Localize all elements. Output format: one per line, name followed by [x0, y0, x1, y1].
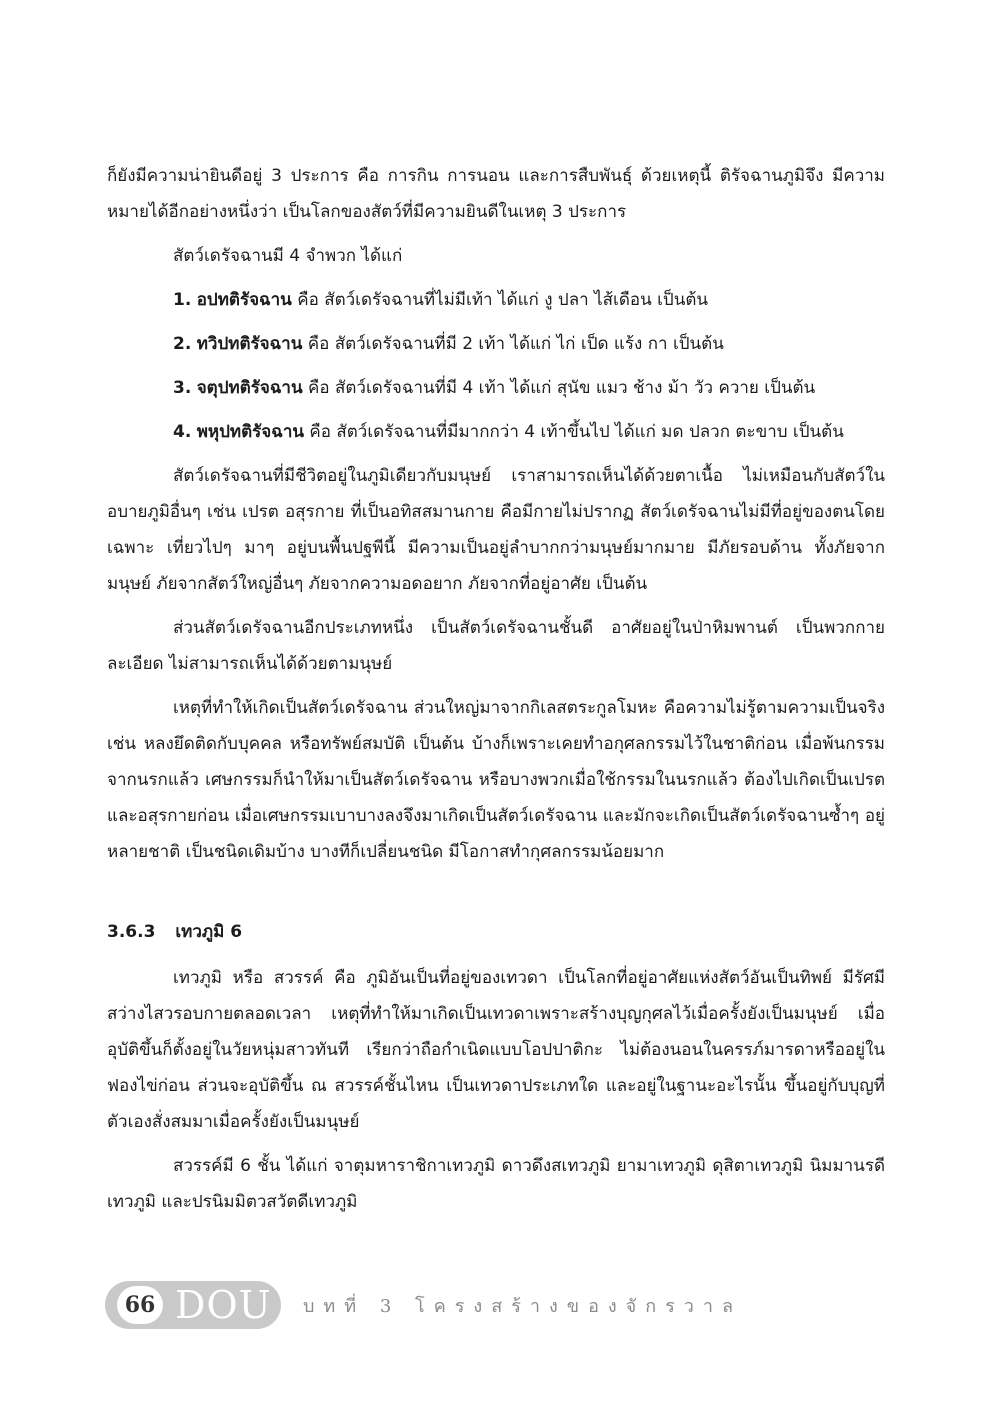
list-item-number: 4. [173, 422, 192, 442]
paragraph: สวรรค์มี 6 ชั้น ได้แก่ จาตุมหาราชิกาเทวภูมิ ดาวดึงสเทวภูมิ ยามาเทวภูมิ ดุสิตาเทวภูมิ นิมมานรดีเทวภูมิ และปรนิมมิตวสวัตดีเทวภูมิ [107, 1156, 885, 1212]
paragraph: สัตว์เดรัจฉานที่มีชีวิตอยู่ในภูมิเดียวกับมนุษย์ เราสามารถเห็นได้ด้วยตาเนื้อ ไม่เหมือนกับสัตว์ในอบายภูมิอื่นๆ เช่น เปรต อสุรกาย ที่เป็นอทิสสมานกาย คือมีกายไม่ปรากฏ สัตว์เดรัจฉานไม่มีที่อยู่ของตนโดยเฉพาะ เที่ยวไปๆ มาๆ อยู่บนพื้นปฐพีนี้ มีความเป็นอยู่ลำบากกว่ามนุษย์มากมาย มีภัยรอบด้าน ทั้งภัยจากมนุษย์ ภัยจากสัตว์ใหญ่อื่นๆ ภัยจากความอดอยาก ภัยจากที่อยู่อาศัย เป็นต้น [107, 466, 885, 594]
brand-logo: DOU [175, 1283, 272, 1327]
list-item-number: 3. [173, 378, 192, 398]
list-item-term: อปทติรัจฉาน [196, 290, 292, 310]
list-item-term: พหุปทติรัจฉาน [196, 422, 304, 442]
list-item [107, 282, 885, 318]
chapter-title: บทที่ 3 โครงสร้างของจักรวาล [303, 1295, 743, 1317]
page-footer [105, 1280, 742, 1330]
paragraph: เทวภูมิ หรือ สวรรค์ คือ ภูมิอันเป็นที่อยู่ของเทวดา เป็นโลกที่อยู่อาศัยแห่งสัตว์อันเป็นทิพย์ มีรัศมีสว่างไสวรอบกายตลอดเวลา เหตุที่ทำให้มาเกิดเป็นเทวดาเพราะสร้างบุญกุศลไว้เมื่อครั้งยังเป็นมนุษย์ เมื่ออุบัติขึ้นก็ตั้งอยู่ในวัยหนุ่มสาวทันที เรียกว่าถือกำเนิดแบบโอปปาติกะ ไม่ต้องนอนในครรภ์มารดาหรืออยู่ในฟองไข่ก่อน ส่วนจะอุบัติขึ้น ณ สวรรค์ชั้นไหน เป็นเทวดาประเภทใด และอยู่ในฐานะอะไรนั้น ขึ้นอยู่กับบุญที่ตัวเองสั่งสมมาเมื่อครั้งยังเป็นมนุษย์ [107, 968, 885, 1132]
paragraph: ก็ยังมีความน่ายินดีอยู่ 3 ประการ คือ การกิน การนอน และการสืบพันธุ์ ด้วยเหตุนี้ ติรัจฉานภูมิจึง มีความหมายได้อีกอย่างหนึ่งว่า เป็นโลกของสัตว์ที่มีความยินดีในเหตุ 3 ประการ [107, 166, 885, 222]
paragraph: ส่วนสัตว์เดรัจฉานอีกประเภทหนึ่ง เป็นสัตว์เดรัจฉานชั้นดี อาศัยอยู่ในป่าหิมพานต์ เป็นพวกกายละเอียด ไม่สามารถเห็นได้ด้วยตามนุษย์ [107, 618, 885, 674]
list-item [107, 326, 885, 362]
list-item-term: จตุปทติรัจฉาน [196, 378, 303, 398]
list-item-number: 1. [173, 290, 192, 310]
list-item-desc: คือ สัตว์เดรัจฉานที่มีมากกว่า 4 เท้าขึ้นไป ได้แก่ มด ปลวก ตะขาบ เป็นต้น [309, 422, 844, 442]
page-number: 66 [117, 1286, 163, 1324]
section-heading [107, 914, 885, 950]
list-item [107, 370, 885, 406]
paragraph: สัตว์เดรัจฉานมี 4 จำพวก ได้แก่ [173, 246, 403, 266]
list-item-desc: คือ สัตว์เดรัจฉานที่มี 2 เท้า ได้แก่ ไก่ เป็ด แร้ง กา เป็นต้น [307, 334, 724, 354]
footer-badge [105, 1281, 281, 1329]
page-content [107, 158, 885, 1220]
section-number: 3.6.3 [107, 922, 156, 942]
list-item-term: ทวิปทติรัจฉาน [196, 334, 303, 354]
paragraph: เหตุที่ทำให้เกิดเป็นสัตว์เดรัจฉาน ส่วนใหญ่มาจากกิเลสตระกูลโมหะ คือความไม่รู้ตามความเป็นจริง เช่น หลงยึดติดกับบุคคล หรือทรัพย์สมบัติ เป็นต้น บ้างก็เพราะเคยทำอกุศลกรรมไว้ในชาติก่อน เมื่อพ้นกรรมจากนรกแล้ว เศษกรรมก็นำให้มาเป็นสัตว์เดรัจฉาน หรือบางพวกเมื่อใช้กรรมในนรกแล้ว ต้องไปเกิดเป็นเปรตและอสุรกายก่อน เมื่อเศษกรรมเบาบางลงจึงมาเกิดเป็นสัตว์เดรัจฉาน และมักจะเกิดเป็นสัตว์เดรัจฉานซ้ำๆ อยู่หลายชาติ เป็นชนิดเดิมบ้าง บางทีก็เปลี่ยนชนิด มีโอกาสทำกุศลกรรมน้อยมาก [107, 698, 885, 862]
list-item [107, 414, 885, 450]
list-item-desc: คือ สัตว์เดรัจฉานที่ไม่มีเท้า ได้แก่ งู ปลา ไส้เดือน เป็นต้น [297, 290, 708, 310]
list-item-number: 2. [173, 334, 192, 354]
section-title: เทวภูมิ 6 [175, 922, 243, 942]
list-item-desc: คือ สัตว์เดรัจฉานที่มี 4 เท้า ได้แก่ สุนัข แมว ช้าง ม้า วัว ควาย เป็นต้น [308, 378, 816, 398]
